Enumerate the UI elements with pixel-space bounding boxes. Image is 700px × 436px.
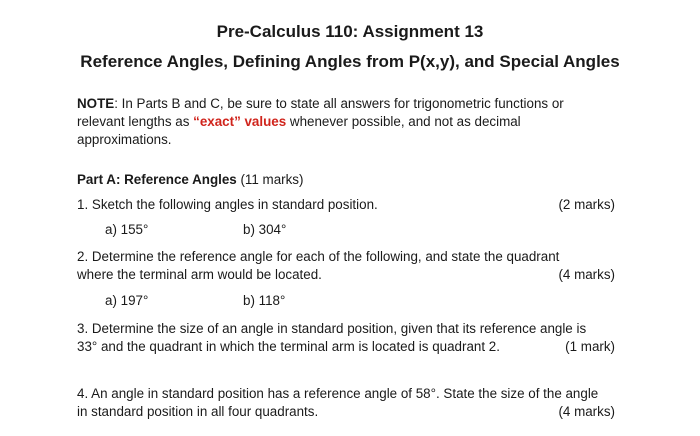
note-text-after: whenever possible, and not as decimal approximations. bbox=[77, 114, 521, 147]
question-4-line1: 4. An angle in standard position has a reference angle of 58°. State the size of the angle bbox=[77, 386, 599, 401]
note-lead: NOTE bbox=[77, 96, 115, 111]
question-2b: b) 118° bbox=[243, 293, 286, 308]
question-2a: a) 197° bbox=[105, 293, 149, 308]
question-3-line2: 33° and the quadrant in which the terminal arm is located is quadrant 2. bbox=[77, 339, 500, 354]
question-1-text: 1. Sketch the following angles in standard position. bbox=[77, 197, 378, 212]
part-a-title: Part A: Reference Angles bbox=[77, 172, 237, 187]
question-2-line1: 2. Determine the reference angle for each of the following, and state the quadrant bbox=[77, 249, 560, 264]
page-title: Pre-Calculus 110: Assignment 13 bbox=[216, 22, 484, 41]
question-2-line2: where the terminal arm would be located. bbox=[77, 267, 322, 282]
part-a-marks: (11 marks) bbox=[236, 172, 304, 187]
part-a-heading bbox=[77, 171, 303, 189]
note-text-before: : In Parts B and C, be sure to state all answers for trigonometric functions or relevant lengths as bbox=[77, 96, 564, 129]
note-paragraph bbox=[77, 95, 597, 149]
question-2-marks: (4 marks) bbox=[558, 267, 615, 282]
question-1a: a) 155° bbox=[105, 222, 149, 237]
question-4-marks: (4 marks) bbox=[558, 404, 615, 419]
question-1b: b) 304° bbox=[243, 222, 287, 237]
question-1-marks: (2 marks) bbox=[558, 197, 615, 212]
question-3-line1: 3. Determine the size of an angle in standard position, given that its reference angle is bbox=[77, 321, 587, 336]
page-subtitle: Reference Angles, Defining Angles from P(x,y), and Special Angles bbox=[80, 52, 620, 71]
question-4-line2: in standard position in all four quadrants. bbox=[77, 404, 319, 419]
note-highlight: “exact” values bbox=[193, 114, 287, 129]
question-3-marks: (1 mark) bbox=[565, 339, 615, 354]
